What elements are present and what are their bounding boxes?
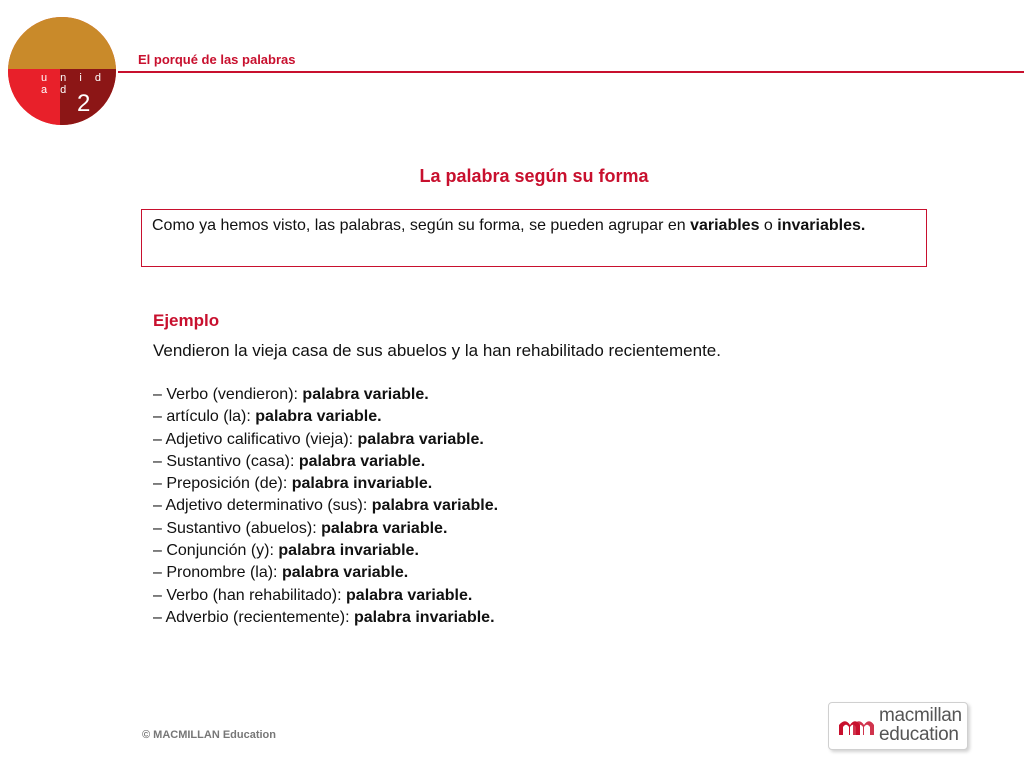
analysis-label: – Verbo (vendieron):	[153, 386, 303, 403]
analysis-label: – artículo (la):	[153, 408, 256, 426]
analysis-label: – Pronombre (la):	[153, 564, 282, 582]
analysis-item	[153, 540, 498, 562]
unit-title: El porqué de las palabras	[138, 52, 296, 67]
example-sentence: Vendieron la vieja casa de sus abuelos y la han rehabilitado recientemente.	[153, 341, 721, 360]
analysis-item	[153, 495, 498, 517]
analysis-item	[153, 518, 498, 540]
analysis-item	[153, 607, 498, 629]
logo-word-education: education	[879, 724, 959, 745]
analysis-label: – Conjunción (y):	[153, 542, 279, 560]
analysis-item	[153, 585, 498, 607]
analysis-item	[153, 473, 498, 495]
analysis-value: palabra variable.	[371, 497, 499, 515]
analysis-label: – Sustantivo (casa):	[153, 452, 299, 470]
unit-label: u n i d a d	[41, 72, 106, 96]
analysis-value: palabra variable.	[255, 408, 382, 426]
analysis-label: – Preposición (de):	[153, 475, 292, 493]
intro-segment: o	[759, 217, 778, 234]
analysis-value: palabra invariable.	[354, 608, 495, 626]
unit-number: 2	[77, 90, 91, 117]
analysis-list	[153, 384, 498, 629]
analysis-value: palabra variable.	[346, 586, 473, 604]
macmillan-mark-icon	[837, 713, 877, 743]
analysis-item	[153, 429, 498, 451]
slide-title: La palabra según su forma	[419, 166, 649, 186]
macmillan-logo	[828, 702, 968, 750]
analysis-label: – Adjetivo calificativo (vieja):	[153, 430, 358, 448]
intro-segment: invariables.	[777, 217, 866, 234]
analysis-label: – Verbo (han rehabilitado):	[153, 586, 347, 604]
analysis-value: palabra variable.	[302, 386, 429, 403]
analysis-value: palabra variable.	[281, 564, 409, 582]
header-divider	[118, 71, 1024, 73]
intro-box	[141, 209, 927, 267]
intro-segment: variables	[690, 217, 760, 234]
intro-segment: su forma, se pueden agrupar en	[453, 217, 691, 234]
example-heading: Ejemplo	[153, 311, 220, 330]
analysis-value: palabra invariable.	[291, 475, 433, 493]
analysis-value: palabra variable.	[321, 519, 448, 537]
analysis-value: palabra invariable.	[278, 542, 419, 560]
analysis-item	[153, 451, 498, 473]
intro-segment: según	[409, 217, 454, 234]
analysis-label: – Adjetivo determinativo (sus):	[153, 497, 372, 515]
analysis-label: – Sustantivo (abuelos):	[153, 519, 322, 537]
analysis-item	[153, 384, 498, 406]
intro-segment: Como ya hemos visto, las palabras,	[152, 217, 410, 234]
analysis-item	[153, 406, 498, 428]
logo-word-macmillan: macmillan	[879, 705, 962, 726]
unit-badge	[8, 14, 118, 130]
analysis-label: – Adverbio (recientemente):	[153, 608, 354, 626]
intro-text	[152, 217, 865, 234]
analysis-value: palabra variable.	[298, 452, 426, 470]
copyright-text: © MACMILLAN Education	[142, 729, 276, 741]
analysis-item	[153, 562, 498, 584]
analysis-value: palabra variable.	[357, 430, 484, 448]
